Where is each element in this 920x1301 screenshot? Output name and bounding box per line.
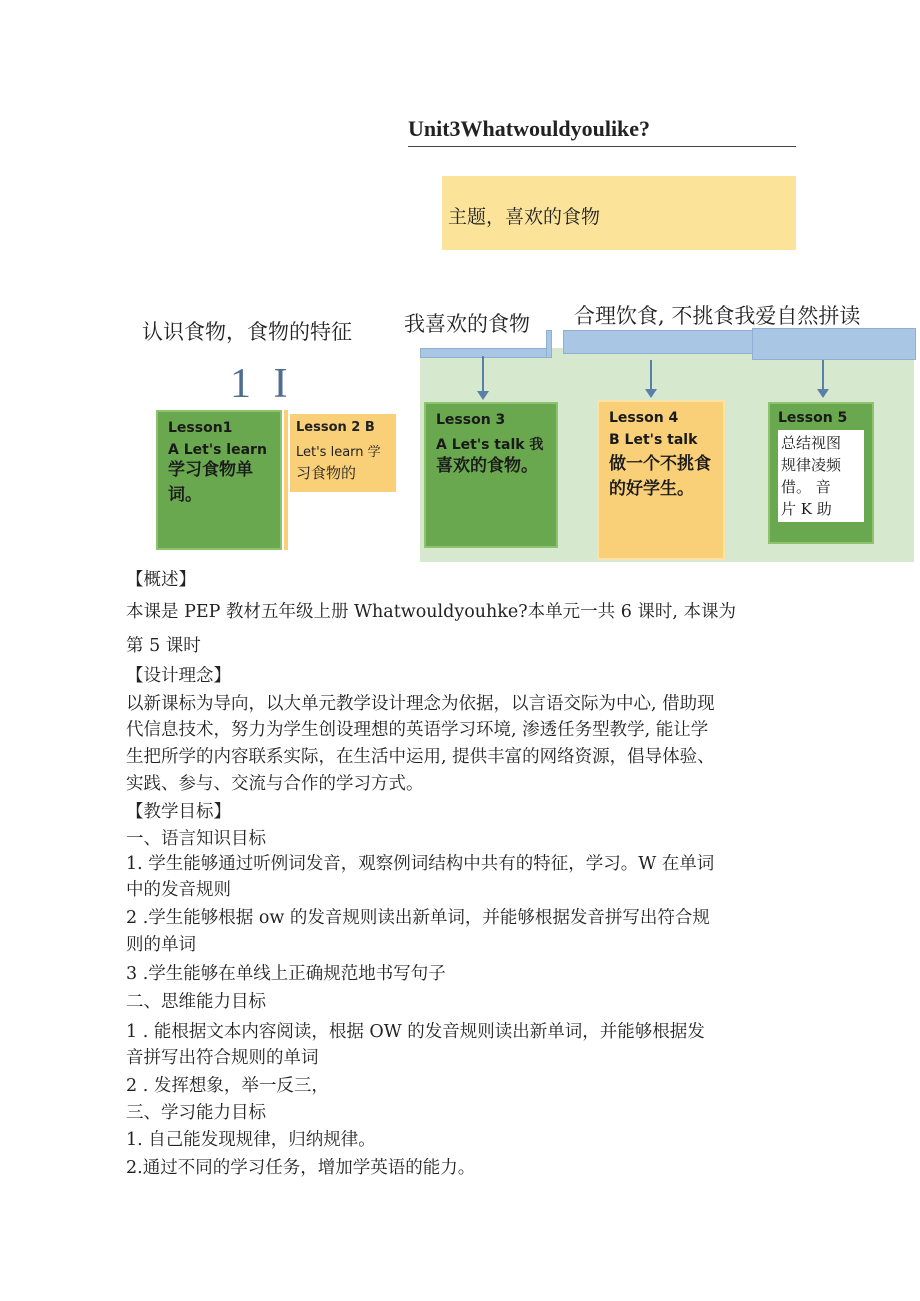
connector-bar [563, 330, 753, 354]
goal-item: 1. 自己能发现规律，归纳规律。 [126, 1130, 376, 1150]
goal-item: 2.通过不同的学习任务，增加学英语的能力。 [126, 1158, 476, 1178]
connector-bar [420, 348, 550, 358]
lesson-desc: 规律凌频 [781, 456, 842, 474]
goal-section-title: 一、语言知识目标 [126, 829, 266, 849]
goal-item: 3 .学生能够在单线上正确规范地书写句子 [126, 964, 446, 984]
design-line: 以新课标为导向，以大单元教学设计理念为依据，以言语交际为中心, 借助现 [126, 694, 715, 714]
lesson-desc: 习食物的 [296, 464, 357, 482]
lesson-number: Lesson 2 B [296, 420, 375, 435]
lesson-desc: 总结视图 [781, 434, 842, 452]
design-line: 生把所学的内容联系实际，在生活中运用, 提供丰富的网络资源，倡导体验、 [126, 747, 715, 767]
goal-item: 1 . 能根据文本内容阅读，根据 OW 的发音规则读出新单词，并能够根据发 [126, 1022, 705, 1042]
lesson-section: A Let's learn [168, 442, 267, 458]
lesson-desc: 片 K 助 [781, 500, 832, 518]
design-line: 代信息技术，努力为学生创设理想的英语学习环境, 渗透任务型教学, 能让学 [126, 720, 709, 740]
lesson-number: Lesson 5 [778, 410, 848, 426]
goal-section-title: 二、思维能力目标 [126, 992, 266, 1012]
lesson-card-2 [290, 414, 396, 492]
lesson-section: B Let's talk [609, 432, 698, 448]
lesson-desc: 学习食物单词。 [168, 460, 253, 505]
lesson-desc: 借。 音 [781, 478, 831, 496]
theme-box: 主题，喜欢的食物 [442, 176, 796, 250]
lesson-number: Lesson1 [168, 420, 233, 436]
arrow-down-icon [817, 389, 829, 398]
overview-line: 第 5 课时 [126, 636, 201, 656]
lesson-section: A Let's talk 我 [436, 437, 544, 453]
lesson-card-1 [156, 410, 282, 550]
arrow-line [650, 360, 652, 390]
arrow-down-icon [645, 389, 657, 398]
connector-bar [752, 328, 916, 360]
lesson-number: Lesson 4 [609, 410, 679, 426]
heading-overview: 【概述】 [126, 570, 196, 590]
lesson-overlay-text [778, 430, 864, 522]
lesson-section: Let's learn 学 [296, 445, 381, 460]
lesson-card-4 [597, 400, 725, 560]
goal-section-title: 三、学习能力目标 [126, 1103, 266, 1123]
arrow-line [482, 356, 484, 392]
roman-numeral: 1 I [230, 361, 294, 407]
lesson-desc: 做一个不挑食的好学生。 [609, 454, 711, 499]
lesson-desc: 喜欢的食物。 [436, 456, 538, 476]
goal-item: 音拼写出符合规则的单词 [126, 1048, 319, 1068]
design-line: 实践、参与、交流与合作的学习方式。 [126, 774, 424, 794]
lesson-card-5 [768, 402, 874, 544]
divider [284, 410, 288, 550]
lesson-card-3 [424, 402, 558, 548]
goal-item: 2 . 发挥想象，举一反三， [126, 1076, 329, 1096]
goal-item: 1. 学生能够通过听例词发音，观察例词结构中共有的特征，学习。W 在单词 [126, 854, 715, 874]
branch-label-1: 认识食物，食物的特征 [142, 320, 352, 344]
branch-label-3: 合理饮食, 不挑食我爱自然拼读 [574, 304, 861, 328]
overview-line: 本课是 PEP 教材五年级上册 Whatwouldyouhke?本单元一共 6 课时, 本课为 [126, 602, 737, 622]
heading-goals: 【教学目标】 [126, 802, 231, 822]
heading-design: 【设计理念】 [126, 666, 231, 686]
goal-item: 2 .学生能够根据 ow 的发音规则读出新单词，并能够根据发音拼写出符合规 [126, 908, 710, 928]
arrow-line [822, 360, 824, 390]
arrow-down-icon [477, 391, 489, 400]
page-title: Unit3Whatwouldyoulike? [408, 116, 796, 147]
branch-label-2: 我喜欢的食物 [404, 312, 530, 336]
goal-item: 则的单词 [126, 935, 196, 955]
lesson-number: Lesson 3 [436, 412, 506, 428]
connector-bar [546, 330, 552, 358]
goal-item: 中的发音规则 [126, 880, 231, 900]
